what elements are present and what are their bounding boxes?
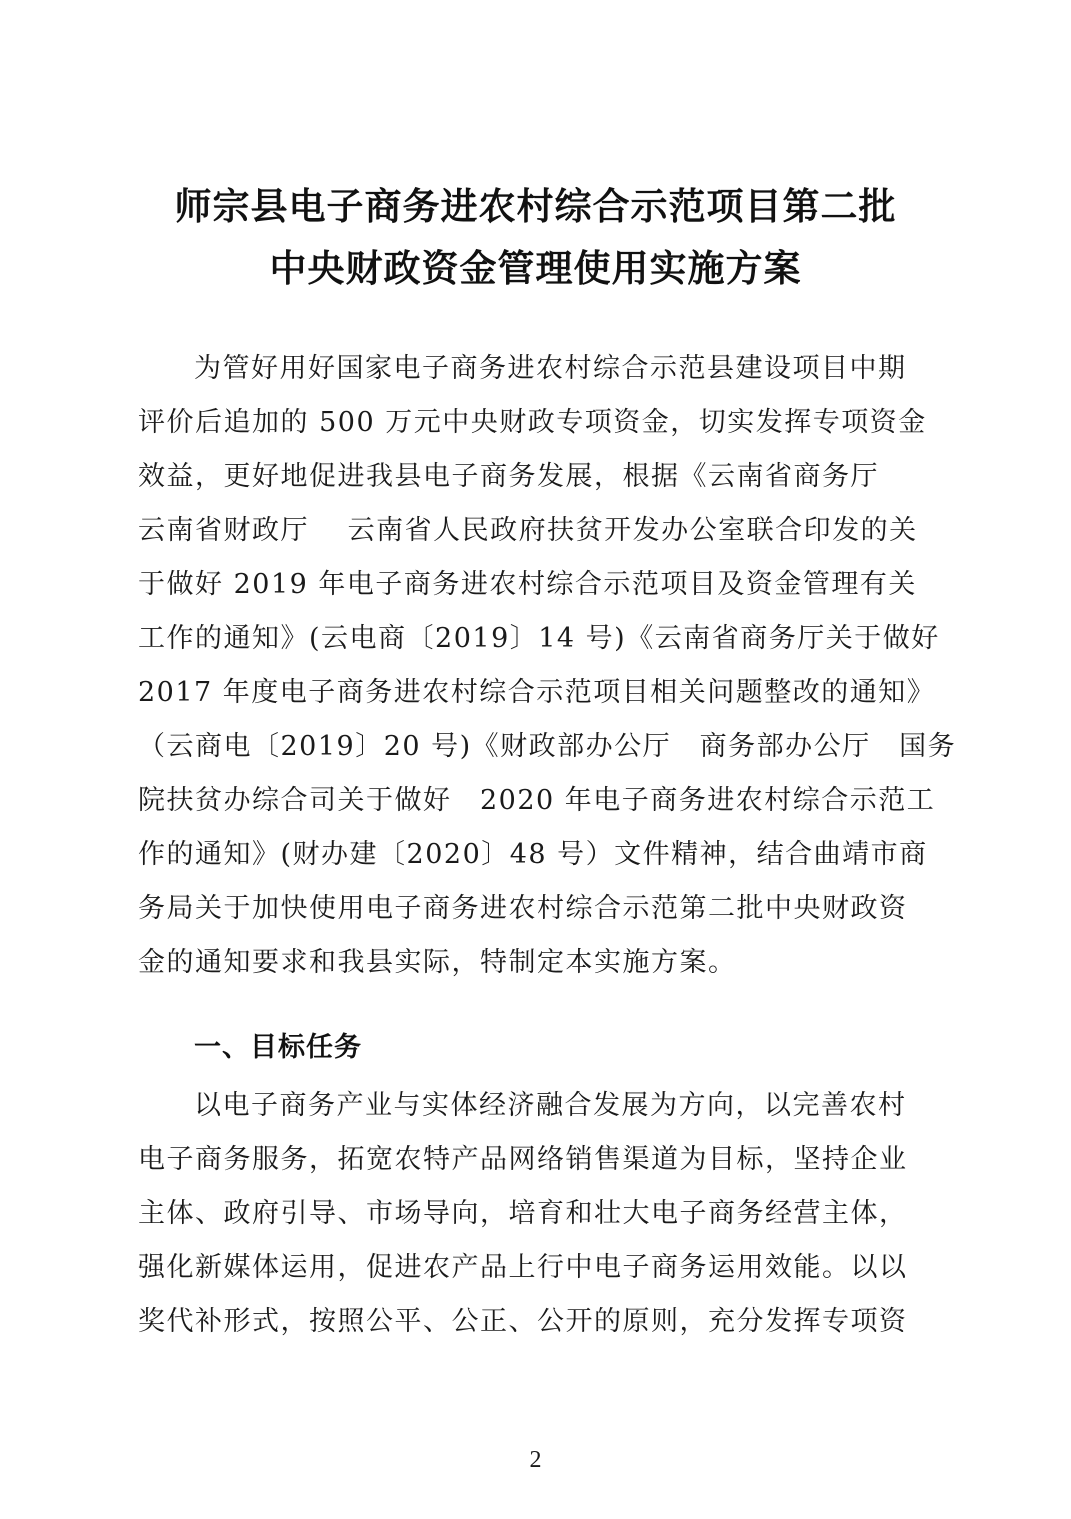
intro-paragraph	[138, 342, 957, 990]
paragraph-line: 2017 年度电子商务进农村综合示范项目相关问题整改的通知》	[138, 677, 936, 708]
paragraph-line: 工作的通知》(云电商〔2019〕14 号)《云南省商务厅关于做好	[138, 623, 940, 654]
paragraph-line: 为管好用好国家电子商务进农村综合示范县建设项目中期	[194, 353, 907, 384]
paragraph-line: （云商电〔2019〕20 号)《财政部办公厅 商务部办公厅 国务	[138, 731, 957, 762]
paragraph-line: 以电子商务产业与实体经济融合发展为方向，以完善农村	[194, 1090, 907, 1121]
paragraph-line: 主体、政府引导、市场导向，培育和壮大电子商务经营主体，	[138, 1198, 908, 1229]
paragraph-line: 金的通知要求和我县实际，特制定本实施方案。	[138, 947, 737, 978]
paragraph-line: 电子商务服务，拓宽农特产品网络销售渠道为目标，坚持企业	[138, 1144, 908, 1175]
title-line-1: 师宗县电子商务进农村综合示范项目第二批	[174, 185, 897, 228]
paragraph-line: 于做好 2019 年电子商务进农村综合示范项目及资金管理有关	[138, 569, 917, 600]
paragraph-line: 院扶贫办综合司关于做好 2020 年电子商务进农村综合示范工	[138, 785, 936, 816]
paragraph-line: 强化新媒体运用，促进农产品上行中电子商务运用效能。以以	[138, 1252, 908, 1283]
paragraph-line: 效益，更好地促进我县电子商务发展，根据《云南省商务厅	[138, 461, 879, 492]
document-title	[60, 176, 1011, 300]
paragraph-line: 作的通知》(财办建〔2020〕48 号）文件精神，结合曲靖市商	[138, 839, 928, 870]
paragraph-line: 云南省财政厅 云南省人民政府扶贫开发办公室联合印发的关	[138, 515, 918, 546]
title-line-2: 中央财政资金管理使用实施方案	[269, 247, 802, 290]
paragraph-line: 奖代补形式，按照公平、公正、公开的原则，充分发挥专项资	[138, 1306, 908, 1337]
paragraph-line: 务局关于加快使用电子商务进农村综合示范第二批中央财政资	[138, 893, 908, 924]
section-heading-1: 一、目标任务	[194, 1032, 362, 1063]
page-number: 2	[529, 1447, 542, 1473]
section-1-paragraph	[138, 1079, 928, 1349]
paragraph-line: 评价后追加的 500 万元中央财政专项资金，切实发挥专项资金	[138, 407, 927, 438]
